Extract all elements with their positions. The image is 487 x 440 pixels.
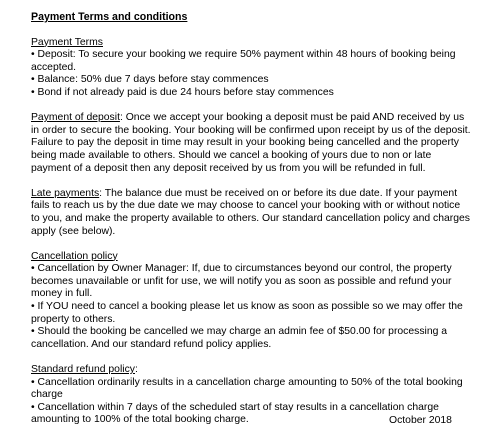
document-body <box>31 11 471 440</box>
payment-of-deposit-heading: Payment of deposit <box>31 112 120 124</box>
late-payments-heading: Late payments <box>31 187 100 199</box>
payment-terms-heading: Payment Terms <box>31 36 103 48</box>
standard-refund-policy-heading: Standard refund policy <box>31 364 135 376</box>
payment-of-deposit-text: : Once we accept your booking a deposit must be paid AND received by us in order to secure the booking. Your booking will be confirmed upon receipt by us of the deposit. Failure to pay the deposit in time may result in your booking being cancelled and the property being made available to others. Should we cancel a booking of yours due to non or late payment of a deposit then any deposit received by us from you will be refunded in full. <box>31 112 471 174</box>
payment-terms-item-deposit: • Deposit: To secure your booking we require 50% payment within 48 hours of booking being accepted. <box>31 49 471 74</box>
section-cancellation-policy <box>31 251 471 352</box>
cancellation-policy-heading: Cancellation policy <box>31 250 118 262</box>
cancellation-item-admin-fee: • Should the booking be cancelled we may charge an admin fee of $50.00 for processing a cancellation. And our standard refund policy applies. <box>31 326 471 351</box>
refund-item-100-percent: • Cancellation within 7 days of the scheduled start of stay results in a cancellation charge amounting to 100% of the total booking charge. <box>31 402 471 427</box>
section-payment-terms <box>31 37 471 100</box>
cancellation-item-guest: • If YOU need to cancel a booking please let us know as soon as possible so we may offer the property to others. <box>31 301 471 326</box>
section-payment-of-deposit <box>31 112 471 175</box>
refund-item-50-percent: • Cancellation ordinarily results in a cancellation charge amounting to 50% of the total booking charge <box>31 377 471 402</box>
late-payments-text: : The balance due must be received on or before its due date. If your payment fails to reach us by the due date we may choose to cancel your booking with or without notice to you, and make the property available to others. Our standard cancellation policy and charges apply (see below). <box>31 187 470 237</box>
cancellation-item-owner: • Cancellation by Owner Manager: If, due to circumstances beyond our control, the property becomes unavailable or unfit for use, we will notify you as soon as possible and refund your money in full. <box>31 263 471 301</box>
standard-refund-policy-colon: : <box>134 364 138 376</box>
document-title: Payment Terms and conditions <box>31 11 188 23</box>
document-date: October 2018 <box>389 415 452 426</box>
section-late-payments <box>31 188 471 238</box>
payment-terms-item-bond: • Bond if not already paid is due 24 hours before stay commences <box>31 87 471 100</box>
payment-terms-item-balance: • Balance: 50% due 7 days before stay commences <box>31 74 471 87</box>
